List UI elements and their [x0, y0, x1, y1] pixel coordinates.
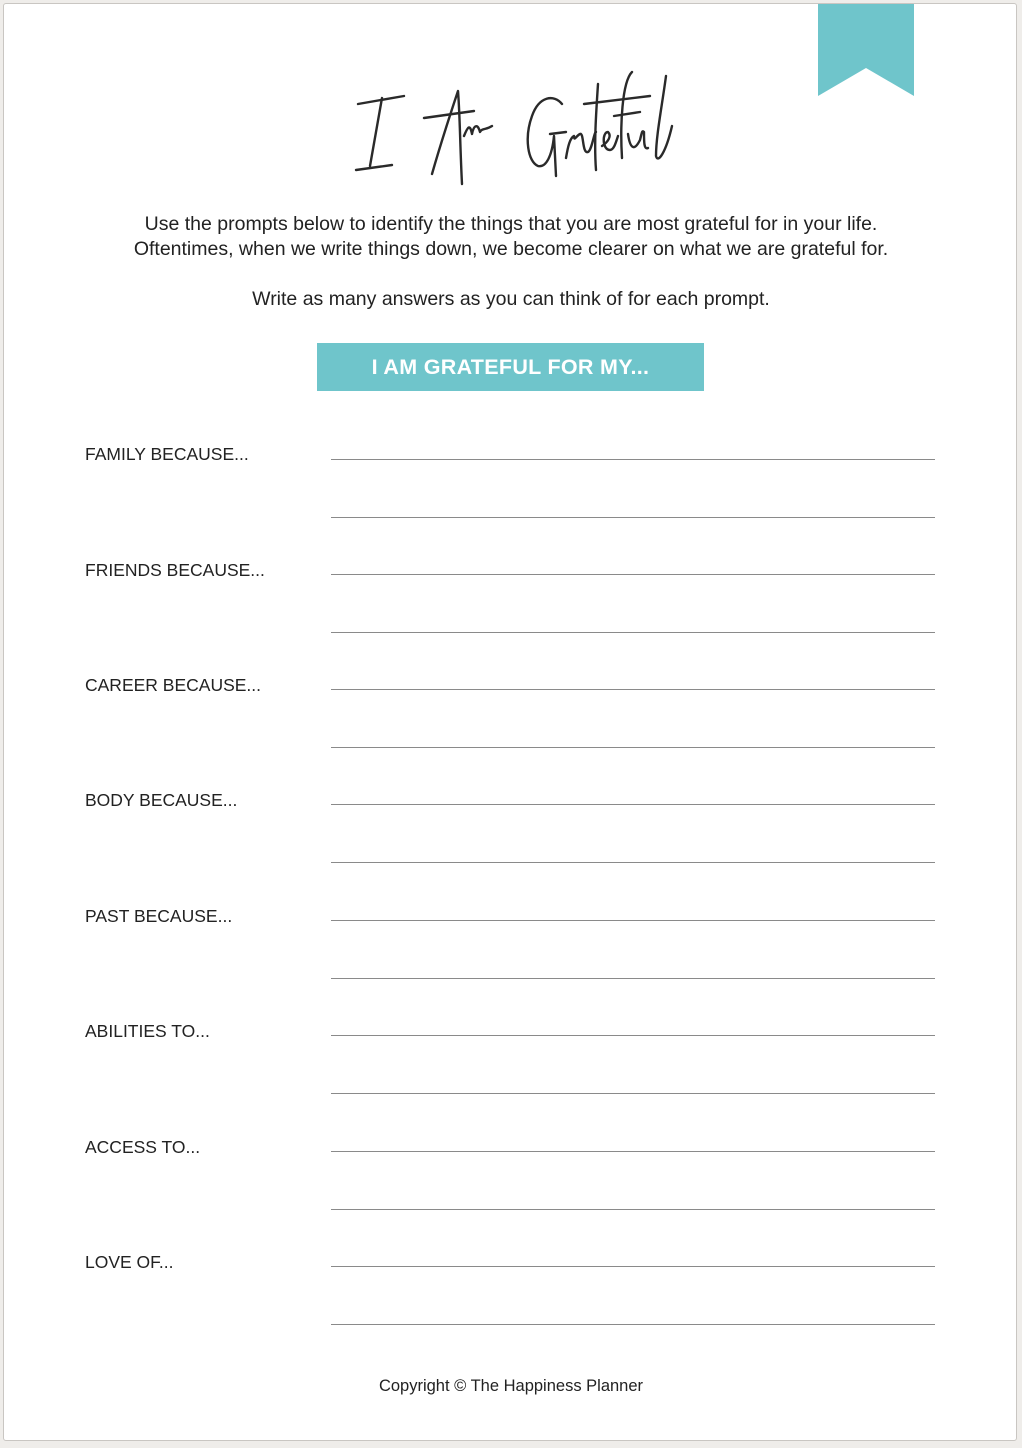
- section-banner-label: I AM GRATEFUL FOR MY...: [371, 354, 650, 379]
- answer-line-friends-1[interactable]: [331, 574, 935, 575]
- prompt-label-love: LOVE OF...: [85, 1252, 174, 1272]
- answer-line-career-1[interactable]: [331, 689, 935, 690]
- prompt-label-body: BODY BECAUSE...: [85, 790, 238, 810]
- answer-line-love-1[interactable]: [331, 1266, 935, 1267]
- instructions-line-3: Write as many answers as you can think of for each prompt.: [252, 288, 770, 310]
- prompt-label-career: CAREER BECAUSE...: [85, 675, 262, 695]
- worksheet-page: [3, 3, 1017, 1441]
- answer-line-past-1[interactable]: [331, 920, 935, 921]
- instructions-line-1: Use the prompts below to identify the things that you are most grateful for in your life.: [144, 213, 878, 235]
- prompt-label-friends: FRIENDS BECAUSE...: [85, 560, 265, 580]
- prompt-label-access: ACCESS TO...: [85, 1137, 201, 1157]
- answer-line-family-2[interactable]: [331, 517, 935, 518]
- answer-line-love-2[interactable]: [331, 1324, 935, 1325]
- instructions: [4, 212, 1018, 312]
- prompt-label-past: PAST BECAUSE...: [85, 906, 233, 926]
- answer-line-past-2[interactable]: [331, 978, 935, 979]
- answer-line-family-1[interactable]: [331, 459, 935, 460]
- section-banner: [317, 343, 704, 391]
- answer-line-abilities-1[interactable]: [331, 1035, 935, 1036]
- copyright-footer: Copyright © The Happiness Planner: [378, 1377, 644, 1395]
- answer-line-body-1[interactable]: [331, 804, 935, 805]
- prompt-label-abilities: ABILITIES TO...: [85, 1021, 210, 1041]
- answer-line-body-2[interactable]: [331, 862, 935, 863]
- prompt-label-family: FAMILY BECAUSE...: [85, 444, 249, 464]
- answer-line-access-1[interactable]: [331, 1151, 935, 1152]
- instructions-line-2: Oftentimes, when we write things down, we become clearer on what we are grateful for.: [133, 238, 889, 260]
- answer-line-access-2[interactable]: [331, 1209, 935, 1210]
- answer-line-friends-2[interactable]: [331, 632, 935, 633]
- answer-line-abilities-2[interactable]: [331, 1093, 935, 1094]
- answer-line-career-2[interactable]: [331, 747, 935, 748]
- page-title-script: [344, 66, 684, 191]
- bookmark-ribbon-icon: [818, 4, 914, 96]
